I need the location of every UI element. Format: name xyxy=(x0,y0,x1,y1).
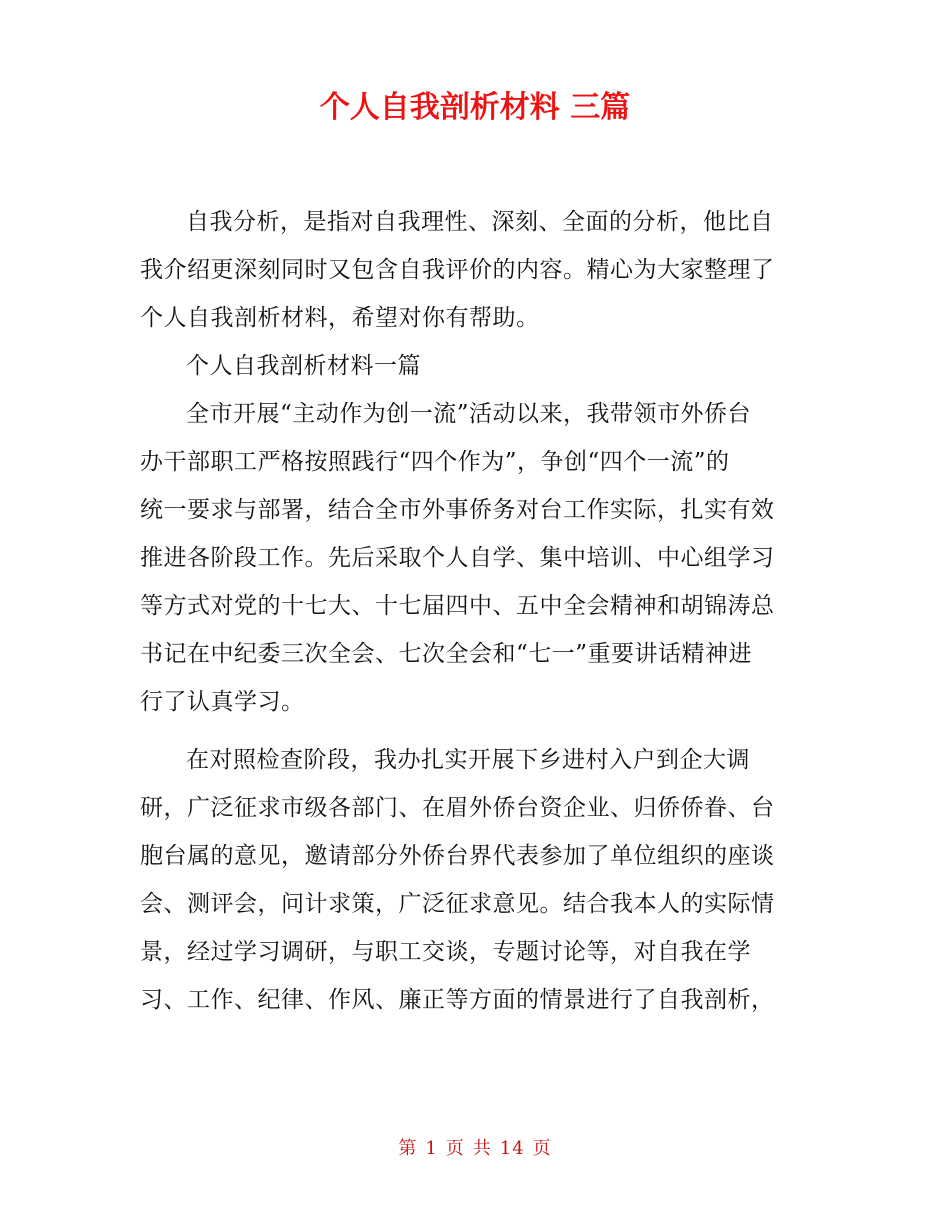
paragraph-line: 研，广泛征求市级各部门、在眉外侨台资企业、归侨侨眷、台 xyxy=(140,795,775,821)
paragraph-line: 胞台属的意见，邀请部分外侨台界代表参加了单位组织的座谈 xyxy=(140,843,775,869)
paragraph-line: 习、工作、纪律、作风、廉正等方面的情景进行了自我剖析， xyxy=(140,987,775,1013)
document-body xyxy=(140,198,812,1024)
section-heading: 个人自我剖析材料一篇 xyxy=(186,353,421,379)
current-page-number: 1 xyxy=(425,1138,438,1159)
page-label: 第 xyxy=(398,1138,418,1159)
paragraph-line: 会、测评会，问计求策，广泛征求意见。结合我本人的实际情 xyxy=(140,891,775,917)
page-unit: 页 xyxy=(445,1138,465,1159)
paragraph-line: 等方式对党的十七大、十七届四中、五中全会精神和胡锦涛总 xyxy=(140,593,775,619)
paragraph-line: 全市开展“主动作为创一流”活动以来，我带领市外侨台 xyxy=(186,401,752,427)
document-title: 个人自我剖析材料 三篇 xyxy=(319,90,631,125)
paragraph-line: 景，经过学习调研，与职工交谈，专题讨论等，对自我在学 xyxy=(140,939,751,965)
paragraph-line: 推进各阶段工作。先后采取个人自学、集中培训、中心组学习 xyxy=(140,545,775,571)
paragraph-line: 统一要求与部署，结合全市外事侨务对台工作实际，扎实有效 xyxy=(140,497,775,523)
paragraph-line: 办干部职工严格按照践行“四个作为”，争创“四个一流”的 xyxy=(140,449,730,475)
total-pages-number: 14 xyxy=(499,1138,525,1159)
paragraph-line: 我介绍更深刻同时又包含自我评价的内容。精心为大家整理了 xyxy=(140,257,775,283)
paragraph-line: 书记在中纪委三次全会、七次全会和“七一”重要讲话精神进 xyxy=(140,641,753,667)
paragraph-line: 在对照检查阶段，我办扎实开展下乡进村入户到企大调 xyxy=(186,747,750,773)
paragraph-line: 个人自我剖析材料，希望对你有帮助。 xyxy=(140,305,540,331)
total-unit: 页 xyxy=(532,1138,552,1159)
paragraph-line: 自我分析，是指对自我理性、深刻、全面的分析，他比自 xyxy=(186,209,774,235)
total-label: 共 xyxy=(472,1138,492,1159)
paragraph-line: 行了认真学习。 xyxy=(140,689,305,715)
page-footer xyxy=(0,1134,950,1160)
